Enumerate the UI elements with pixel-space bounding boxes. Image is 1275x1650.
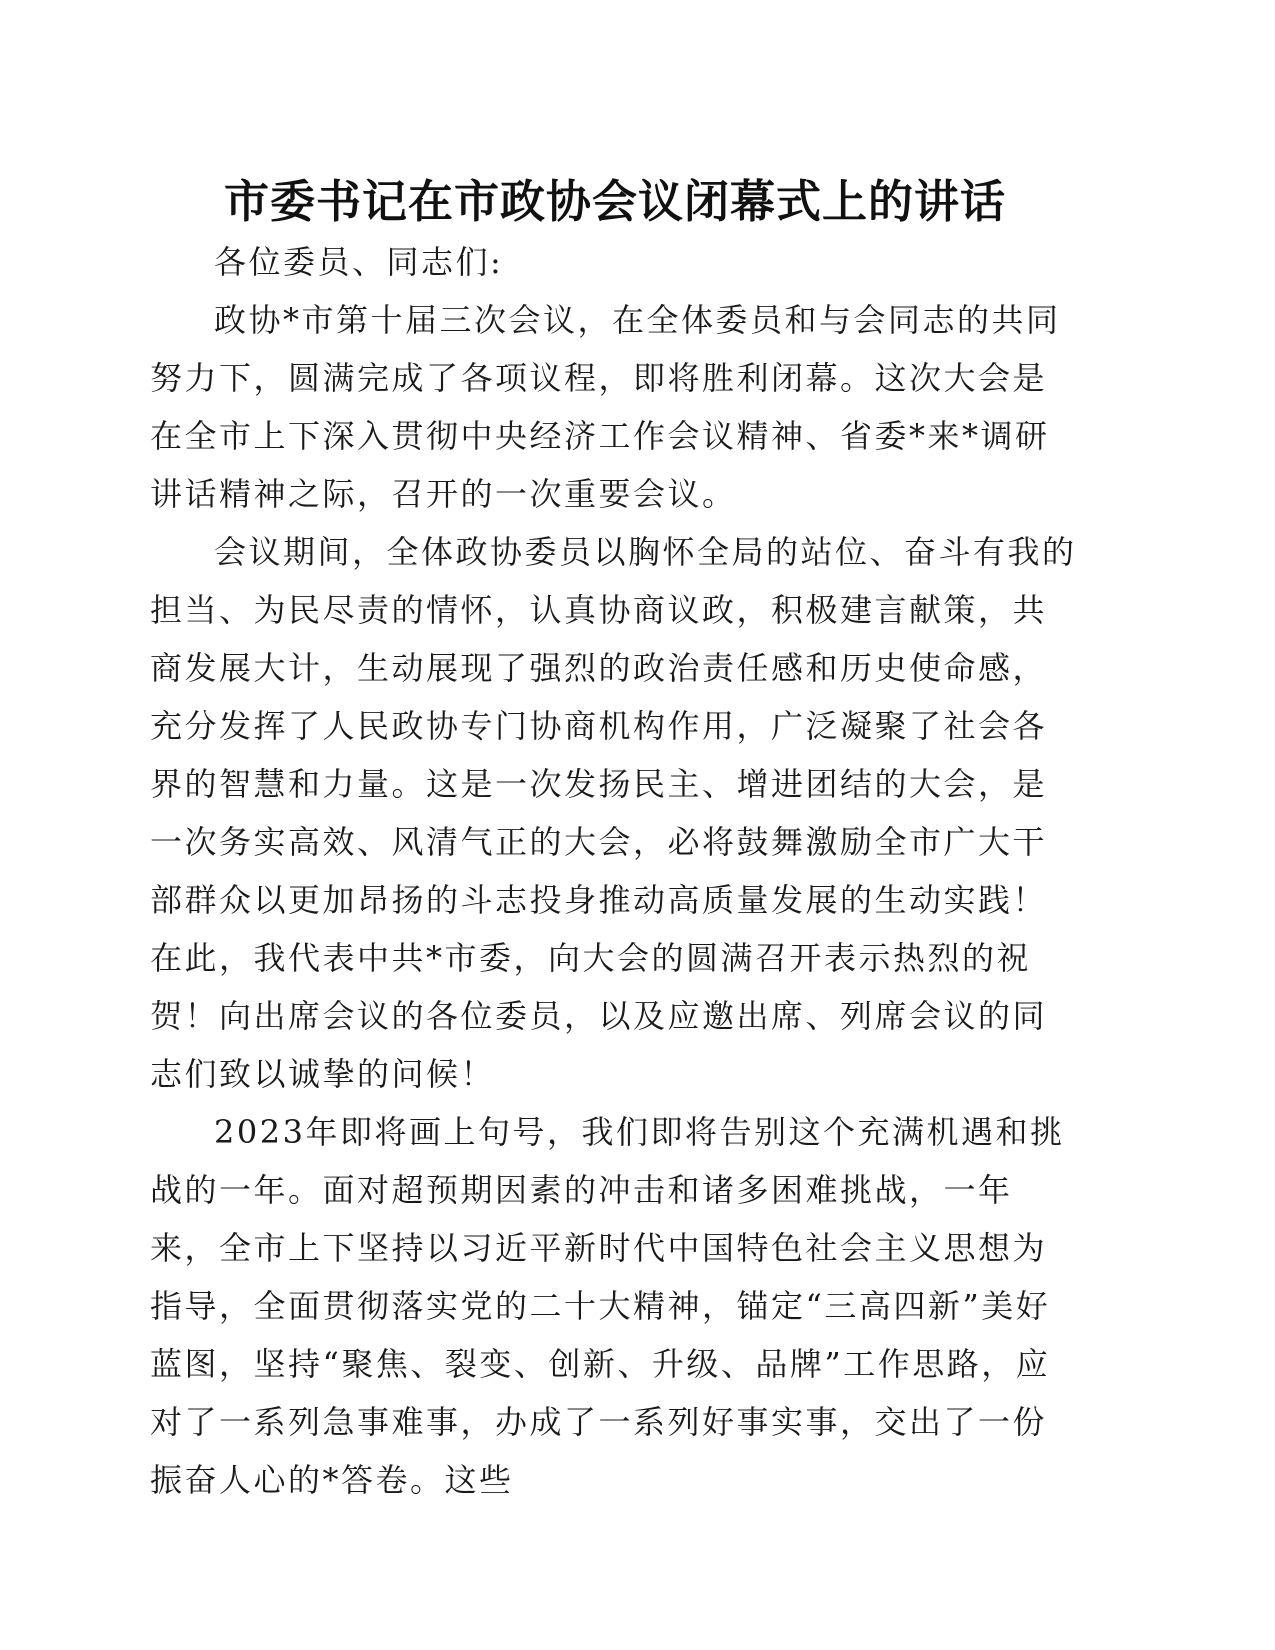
body-paragraph: 政协*市第十届三次会议，在全体委员和与会同志的共同努力下，圆满完成了各项议程，即将胜利闭幕。这次大会是在全市上下深入贯彻中央经济工作会议精神、省委*来*调研讲话精神之际，召开的一次重要会议。 (150, 301, 1061, 513)
document-body (150, 233, 1080, 1509)
salutation-paragraph: 各位委员、同志们: (214, 243, 504, 281)
body-paragraph: 会议期间，全体政协委员以胸怀全局的站位、奋斗有我的担当、为民尽责的情怀，认真协商议政，积极建言献策，共商发展大计，生动展现了强烈的政治责任感和历史使命感，充分发挥了人民政协专门协商机构作用，广泛凝聚了社会各界的智慧和力量。这是一次发扬民主、增进团结的大会，是一次务实高效、风清气正的大会，必将鼓舞激励全市广大干部群众以更加昂扬的斗志投身推动高质量发展的生动实践！在此，我代表中共*市委，向大会的圆满召开表示热烈的祝贺！向出席会议的各位委员，以及应邀出席、列席会议的同志们致以诚挚的问候！ (150, 533, 1077, 1093)
body-paragraph: 2023年即将画上句号，我们即将告别这个充满机遇和挑战的一年。面对超预期因素的冲击和诸多困难挑战，一年来，全市上下坚持以习近平新时代中国特色社会主义思想为指导，全面贯彻落实党的二十大精神，锚定“三高四新”美好蓝图，坚持“聚焦、裂变、创新、升级、品牌”工作思路，应对了一系列急事难事，办成了一系列好事实事，交出了一份振奋人心的*答卷。这些 (150, 1113, 1065, 1499)
document-title: 市委书记在市政协会议闭幕式上的讲话 (223, 175, 1006, 228)
